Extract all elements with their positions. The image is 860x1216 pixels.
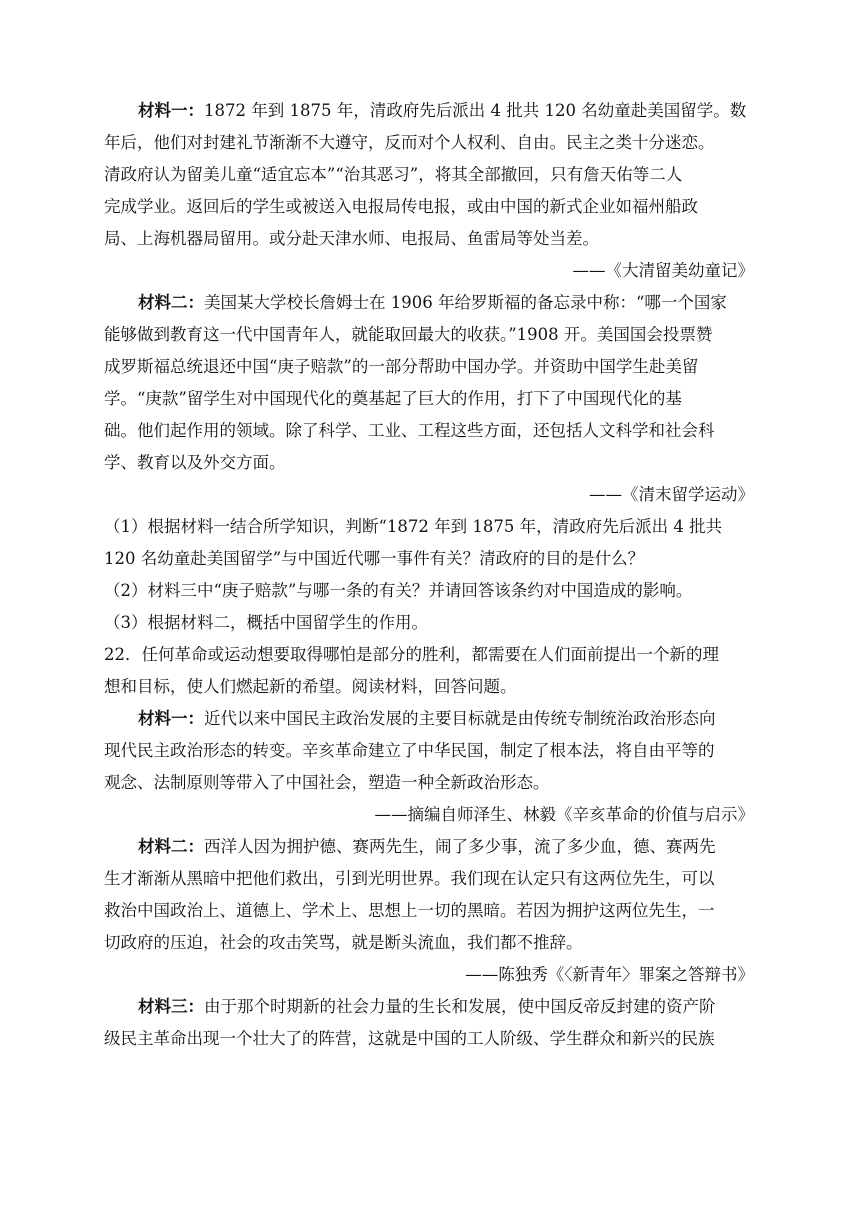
paragraph-text: 近代以来中国民主政治发展的主要目标就是由传统专制统治政治形态向 bbox=[204, 709, 716, 728]
paragraph-line: 生才渐渐从黑暗中把他们救出，引到光明世界。我们现在认定只有这两位先生，可以 bbox=[104, 869, 715, 888]
source-citation: ——摘编自师泽生、林毅《辛亥革命的价值与启示》 bbox=[374, 805, 754, 824]
paragraph-text: 美国某大学校长詹姆士在 1906 年给罗斯福的备忘录中称：“哪一个国家 bbox=[204, 293, 727, 312]
material-label: 材料一： bbox=[138, 709, 204, 728]
paragraph-line: 清政府认为留美儿童“适宜忘本”“治其恶习”，将其全部撤回，只有詹天佑等二人 bbox=[104, 165, 683, 184]
paragraph-line: 现代民主政治形态的转变。辛亥革命建立了中华民国，制定了根本法，将自由平等的 bbox=[104, 741, 715, 760]
source-citation: ——陈独秀《〈新青年〉罪案之答辩书》 bbox=[465, 965, 754, 984]
question-heading-line: 22．任何革命或运动想要取得哪怕是部分的胜利，都需要在人们面前提出一个新的理 bbox=[104, 645, 719, 664]
paragraph-line: 年后，他们对封建礼节渐渐不大遵守，反而对个人权利、自由。民主之类十分迷恋。 bbox=[104, 133, 715, 152]
material-label: 材料一： bbox=[138, 101, 204, 120]
paragraph-line: 级民主革命出现一个壮大了的阵营，这就是中国的工人阶级、学生群众和新兴的民族 bbox=[104, 1029, 715, 1048]
paragraph-text: 由于那个时期新的社会力量的生长和发展，使中国反帝反封建的资产阶 bbox=[204, 997, 716, 1016]
paragraph-line: 救治中国政治上、道德上、学术上、思想上一切的黑暗。若因为拥护这两位先生，一 bbox=[104, 901, 715, 920]
paragraph-text: 西洋人因为拥护德、赛两先生，闹了多少事，流了多少血，德、赛两先 bbox=[204, 837, 716, 856]
question-line: （2）材料三中“庚子赔款”与哪一条的有关？并请回答该条约对中国造成的影响。 bbox=[104, 581, 693, 600]
paragraph-line: 础。他们起作用的领域。除了科学、工业、工程这些方面，还包括人文科学和社会科 bbox=[104, 421, 715, 440]
question-line: （3）根据材料二，概括中国留学生的作用。 bbox=[104, 613, 428, 632]
material-label: 材料二： bbox=[138, 837, 204, 856]
source-citation: ——《大清留美幼童记》 bbox=[572, 261, 754, 280]
source-citation: ——《清末留学运动》 bbox=[589, 485, 754, 504]
paragraph-line: 观念、法制原则等带入了中国社会，塑造一种全新政治形态。 bbox=[104, 773, 550, 792]
question-heading-line: 想和目标，使人们燃起新的希望。阅读材料，回答问题。 bbox=[104, 677, 517, 696]
material-paragraph-line bbox=[104, 287, 754, 319]
paragraph-line: 完成学业。返回后的学生或被送入电报局传电报，或由中国的新式企业如福州船政 bbox=[104, 197, 698, 216]
paragraph-text: 1872 年到 1875 年，清政府先后派出 4 批共 120 名幼童赴美国留学。数 bbox=[204, 101, 747, 120]
paragraph-line: 学、教育以及外交方面。 bbox=[104, 453, 286, 472]
paragraph-line: 成罗斯福总统退还中国“庚子赔款”的一部分帮助中国办学。并资助中国学生赴美留 bbox=[104, 357, 699, 376]
question-line: 120 名幼童赴美国留学”与中国近代哪一事件有关？清政府的目的是什么？ bbox=[104, 549, 645, 568]
paragraph-line: 学。“庚款”留学生对中国现代化的奠基起了巨大的作用，打下了中国现代化的基 bbox=[104, 389, 682, 408]
material-label: 材料三： bbox=[138, 997, 204, 1016]
material-label: 材料二： bbox=[138, 293, 204, 312]
material-paragraph-line bbox=[104, 991, 754, 1023]
material-paragraph-line bbox=[104, 831, 754, 863]
material-paragraph-line bbox=[104, 95, 754, 127]
paragraph-line: 切政府的压迫，社会的攻击笑骂，就是断头流血，我们都不推辞。 bbox=[104, 933, 583, 952]
paragraph-line: 局、上海机器局留用。或分赴天津水师、电报局、鱼雷局等处当差。 bbox=[104, 229, 599, 248]
material-paragraph-line bbox=[104, 703, 754, 735]
question-line: （1）根据材料一结合所学知识，判断“1872 年到 1875 年，清政府先后派出 4 批共 bbox=[104, 517, 723, 536]
document-page bbox=[104, 95, 754, 1055]
paragraph-line: 能够做到教育这一代中国青年人，就能取回最大的收获。”1908 开。美国国会投票赞 bbox=[104, 325, 713, 344]
